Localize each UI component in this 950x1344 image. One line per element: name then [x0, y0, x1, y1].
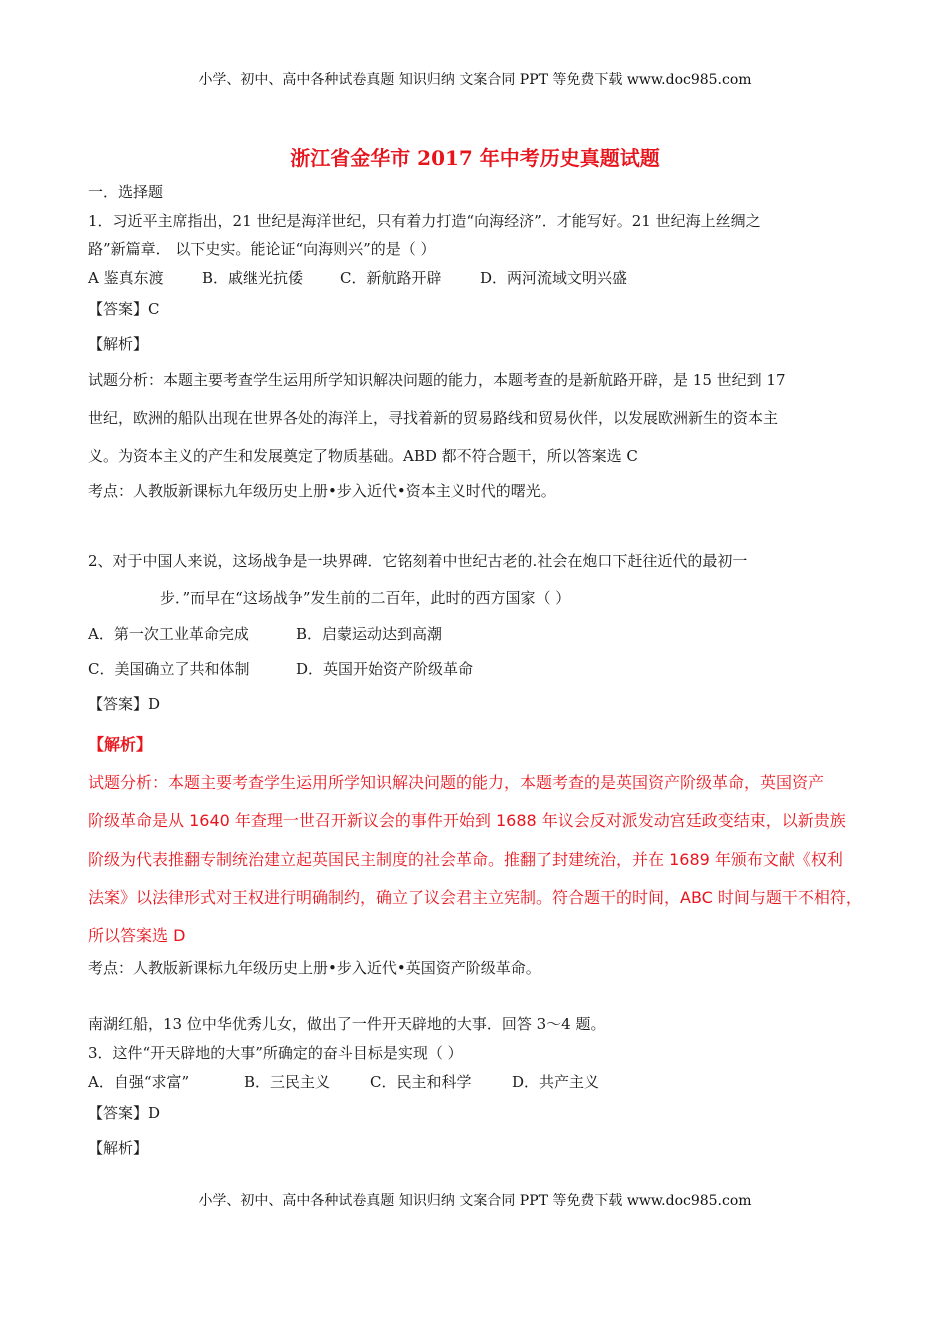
- q1-analysis-line-3: 义。为资本主义的产生和发展奠定了物质基础。ABD 都不符合题干，所以答案选 C: [88, 447, 638, 465]
- document-title: 浙江省金华市 2017 年中考历史真题试题: [290, 146, 660, 170]
- q1-option-d: D．两河流域文明兴盛: [480, 269, 628, 287]
- q2-options-row-2: [88, 659, 473, 679]
- q3-answer: 【答案】D: [88, 1104, 161, 1122]
- q3-option-b: B．三民主义: [244, 1073, 331, 1091]
- q2-analysis-line-2: 阶级革命是从 1640 年查理一世召开新议会的事件开始到 1688 年议会反对派发动宫廷政变结束，以新贵族: [88, 811, 846, 830]
- q2-option-b: B．启蒙运动达到高潮: [296, 625, 443, 643]
- q3-stem: 3．这件“开天辟地的大事”所确定的奋斗目标是实现（ ）: [88, 1044, 463, 1062]
- q1-option-c: C．新航路开辟: [340, 269, 442, 287]
- q2-analysis-line-4: 法案》以法律形式对王权进行明确制约，确立了议会君主立宪制。符合题干的时间，ABC 时间与题干不相符，: [88, 888, 862, 907]
- q1-stem-line-1: 1．习近平主席指出，21 世纪是海洋世纪，只有着力打造“向海经济”．才能写好。21 世纪海上丝绸之: [88, 212, 761, 230]
- q2-stem-line-2: 步．”而早在“这场战争”发生前的二百年，此时的西方国家（ ）: [160, 589, 571, 607]
- q2-options-row-1: [88, 624, 442, 644]
- q2-answer: 【答案】D: [88, 695, 161, 713]
- q2-option-a: A．第一次工业革命完成: [88, 625, 249, 643]
- section-heading: 一．选择题: [88, 183, 164, 201]
- q1-options: [88, 268, 627, 288]
- q1-option-b: B．戚继光抗倭: [202, 269, 304, 287]
- q1-kaodian: 考点：人教版新课标九年级历史上册•步入近代•资本主义时代的曙光。: [88, 482, 556, 500]
- q3-option-c: C．民主和科学: [370, 1073, 472, 1091]
- q3-analysis-label: 【解析】: [88, 1139, 149, 1157]
- q2-analysis-line-1: 试题分析：本题主要考查学生运用所学知识解决问题的能力，本题考查的是英国资产阶级革命，英国资产: [88, 773, 825, 792]
- q3-options: [88, 1072, 599, 1092]
- q2-kaodian: 考点：人教版新课标九年级历史上册•步入近代•英国资产阶级革命。: [88, 959, 541, 977]
- q1-analysis-line-2: 世纪，欧洲的船队出现在世界各处的海洋上，寻找着新的贸易路线和贸易伙伴，以发展欧洲新生的资本主: [88, 409, 779, 427]
- q1-analysis-label: 【解析】: [88, 335, 149, 353]
- q2-stem-line-1: 2、对于中国人来说，这场战争是一块界碑．它铭刻着中世纪古老的.社会在炮口下赶往近代的最初一: [88, 552, 748, 570]
- q2-option-c: C．美国确立了共和体制: [88, 660, 250, 678]
- q1-analysis-line-1: 试题分析：本题主要考查学生运用所学知识解决问题的能力，本题考查的是新航路开辟，是 15 世纪到 17: [88, 371, 786, 389]
- page-footer: 小学、初中、高中各种试卷真题 知识归纳 文案合同 PPT 等免费下载 www.doc985.com: [198, 1193, 752, 1209]
- q3-4-intro: 南湖红船，13 位中华优秀儿女，做出了一件开天辟地的大事．回答 3～4 题。: [88, 1015, 606, 1033]
- q3-option-d: D．共产主义: [512, 1073, 600, 1091]
- q3-option-a: A．自强“求富”: [88, 1073, 190, 1091]
- page-header: 小学、初中、高中各种试卷真题 知识归纳 文案合同 PPT 等免费下载 www.doc985.com: [198, 72, 752, 88]
- q2-analysis-line-3: 阶级为代表推翻专制统治建立起英国民主制度的社会革命。推翻了封建统治，并在 1689 年颁布文献《权利: [88, 850, 843, 869]
- q2-analysis-line-5: 所以答案选 D: [88, 926, 186, 945]
- q2-option-d: D．英国开始资产阶级革命: [296, 660, 474, 678]
- q1-option-a: A 鉴真东渡: [88, 269, 164, 287]
- q2-analysis-label: 【解析】: [88, 735, 153, 754]
- q1-answer: 【答案】C: [88, 300, 160, 318]
- q1-stem-line-2: 路”新篇章． 以下史实。能论证“向海则兴”的是（ ）: [88, 240, 436, 258]
